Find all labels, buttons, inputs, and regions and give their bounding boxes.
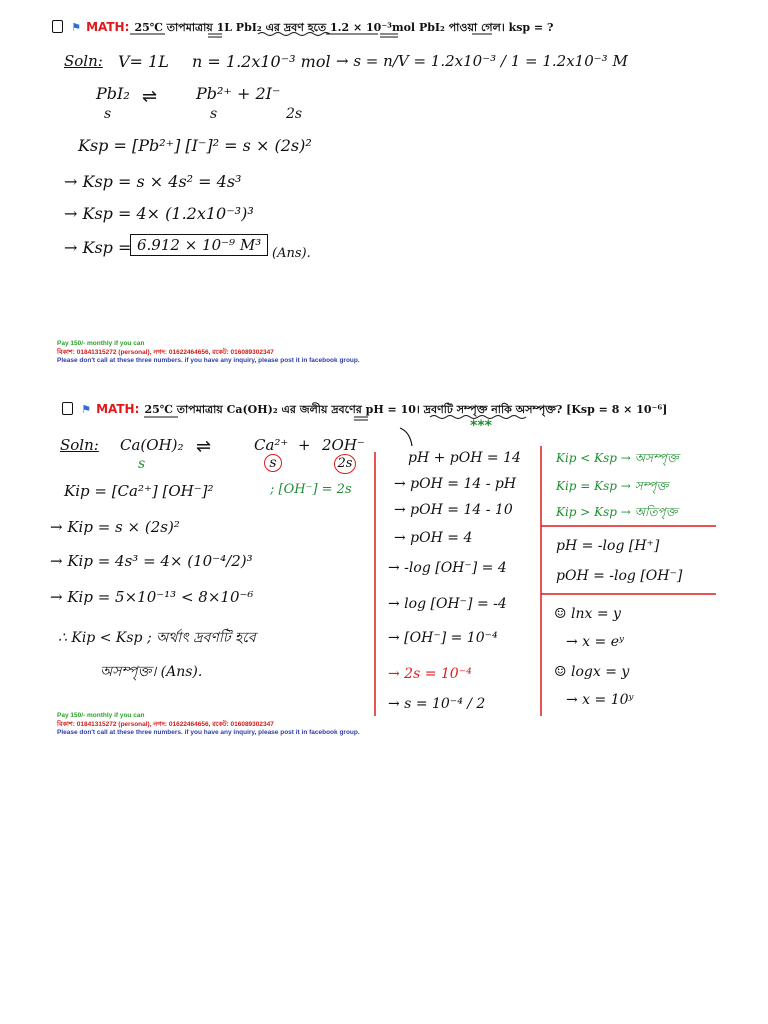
q2-mid-line1: pH + pOH = 14 (408, 450, 521, 466)
q2-right-line7: → x = eʸ (566, 634, 624, 650)
footer-numbers-text: বিকাশ: 01841315272 (personal), নগদ: 01622464656, রকেট: 016089302347 (57, 348, 274, 356)
q2-right-line8: ☺ logx = y (554, 664, 630, 680)
q2-mid-line5: → -log [OH⁻] = 4 (388, 560, 507, 576)
q2-importance-mark: *** (470, 418, 492, 434)
q2-right-line3: Kip > Ksp → অতিপৃক্ত (556, 505, 678, 519)
q2-reaction-lhs: Ca(OH)₂ (120, 436, 184, 454)
q2-conclusion-line1: ∴ Kip < Ksp ; অর্থাৎ দ্রবণটি হবে (58, 630, 256, 646)
q1-wavy-underline (258, 33, 330, 36)
q2-soln-label: Soln: (60, 436, 99, 454)
q2-mid-line6: → log [OH⁻] = -4 (388, 596, 507, 612)
q1-answer-box: 6.912 × 10⁻⁹ M³ (130, 234, 268, 256)
q2-right-line1: Kip < Ksp → অসম্পৃক্ত (556, 451, 679, 465)
q1-ans-label: (Ans). (272, 246, 311, 261)
equilibrium-arrow-icon: ⇌ (142, 86, 158, 107)
q2-mid-line9: → s = 10⁻⁴ / 2 (388, 696, 486, 712)
q2-kip-line2: → Kip = s × (2s)² (50, 518, 180, 536)
equilibrium-arrow-icon: ⇌ (196, 436, 212, 457)
footer-pay-text: Pay 150/- monthly if you can (57, 712, 145, 719)
q2-question-text: 25℃ তাপমাত্রায় Ca(OH)₂ এর জলীয় দ্রবণের pH = 10। দ্রবণটি সম্পৃক্ত নাকি অসম্পৃক্ত? [Ksp = 8 × 10⁻⁶] (144, 403, 668, 416)
footer-notice-text: Please don't call at these three numbers. if you have any inquiry, please post it in facebook group. (57, 357, 360, 364)
q1-given-v: V= 1L (118, 52, 169, 71)
q2-kip-line1: Kip = [Ca²⁺] [OH⁻]² (64, 482, 214, 500)
q2-right-line9: → x = 10ʸ (566, 692, 634, 708)
q2-kip-line1-note: ; [OH⁻] = 2s (270, 482, 352, 497)
q1-s-equation: → s = n/V = 1.2x10⁻³ / 1 = 1.2x10⁻³ M (336, 52, 628, 70)
q2-arrow-curve (400, 428, 412, 446)
q1-given-n: n = 1.2x10⁻³ mol (192, 52, 331, 71)
q1-reaction-s3: 2s (286, 106, 303, 122)
q1-ksp-line4-prefix: → Ksp = (64, 238, 132, 257)
flag-icon: ⚑ (71, 21, 81, 34)
q2-right-line5: pOH = -log [OH⁻] (556, 568, 683, 584)
q2-reaction-s1: s (138, 456, 146, 472)
q2-mid-line7: → [OH⁻] = 10⁻⁴ (388, 630, 498, 646)
q1-ksp-line3: → Ksp = 4× (1.2x10⁻³)³ (64, 204, 254, 223)
q2-reaction-s3: 2s (334, 454, 356, 474)
q2-reaction-plus: + (298, 436, 311, 454)
q2-math-label: MATH: (96, 402, 140, 416)
q1-math-label: MATH: (86, 20, 130, 34)
q2-reaction-rhs2: 2OH⁻ (322, 436, 365, 454)
q2-conclusion-line2: অসম্পৃক্ত। (Ans). (100, 664, 203, 680)
q2-reaction-s2: s (264, 454, 282, 472)
q2-mid-line8: → 2s = 10⁻⁴ (388, 666, 472, 682)
q1-reaction-s2: s (210, 106, 218, 122)
q1-reaction-s1: s (104, 106, 112, 122)
q2-kip-line3: → Kip = 4s³ = 4× (10⁻⁴/2)³ (50, 552, 253, 570)
footer-notice-text: Please don't call at these three numbers. if you have any inquiry, please post it in facebook group. (57, 729, 360, 736)
q2-reaction-rhs1: Ca²⁺ (254, 436, 289, 454)
q2-mid-line3: → pOH = 14 - 10 (394, 502, 513, 518)
footer-pay-text: Pay 150/- monthly if you can (57, 340, 145, 347)
flag-icon: ⚑ (81, 403, 91, 416)
q2-right-line2: Kip = Ksp → সম্পৃক্ত (556, 479, 669, 493)
q2-mid-line2: → pOH = 14 - pH (394, 476, 517, 492)
q2-right-line6: ☺ lnx = y (554, 606, 621, 622)
q2-wavy-underline (430, 416, 526, 419)
q1-soln-label: Soln: (64, 52, 103, 70)
q1-ksp-line1: Ksp = [Pb²⁺] [I⁻]² = s × (2s)² (78, 136, 312, 155)
q2-kip-line4: → Kip = 5×10⁻¹³ < 8×10⁻⁶ (50, 588, 254, 606)
footer-block-2 (57, 712, 360, 738)
q1-reaction-lhs: PbI₂ (96, 84, 130, 103)
q1-question-text: 25℃ তাপমাত্রায় 1L PbI₂ এর দ্রবণ হতে 1.2 × 10⁻³mol PbI₂ পাওয়া গেল। ksp = ? (134, 21, 554, 34)
q1-ksp-line2: → Ksp = s × 4s² = 4s³ (64, 172, 242, 191)
q2-right-line4: pH = -log [H⁺] (556, 538, 660, 554)
q1-reaction-rhs: Pb²⁺ + 2I⁻ (196, 84, 281, 103)
q2-mid-line4: → pOH = 4 (394, 530, 473, 546)
footer-numbers-text: বিকাশ: 01841315272 (personal), নগদ: 01622464656, রকেট: 016089302347 (57, 720, 274, 728)
